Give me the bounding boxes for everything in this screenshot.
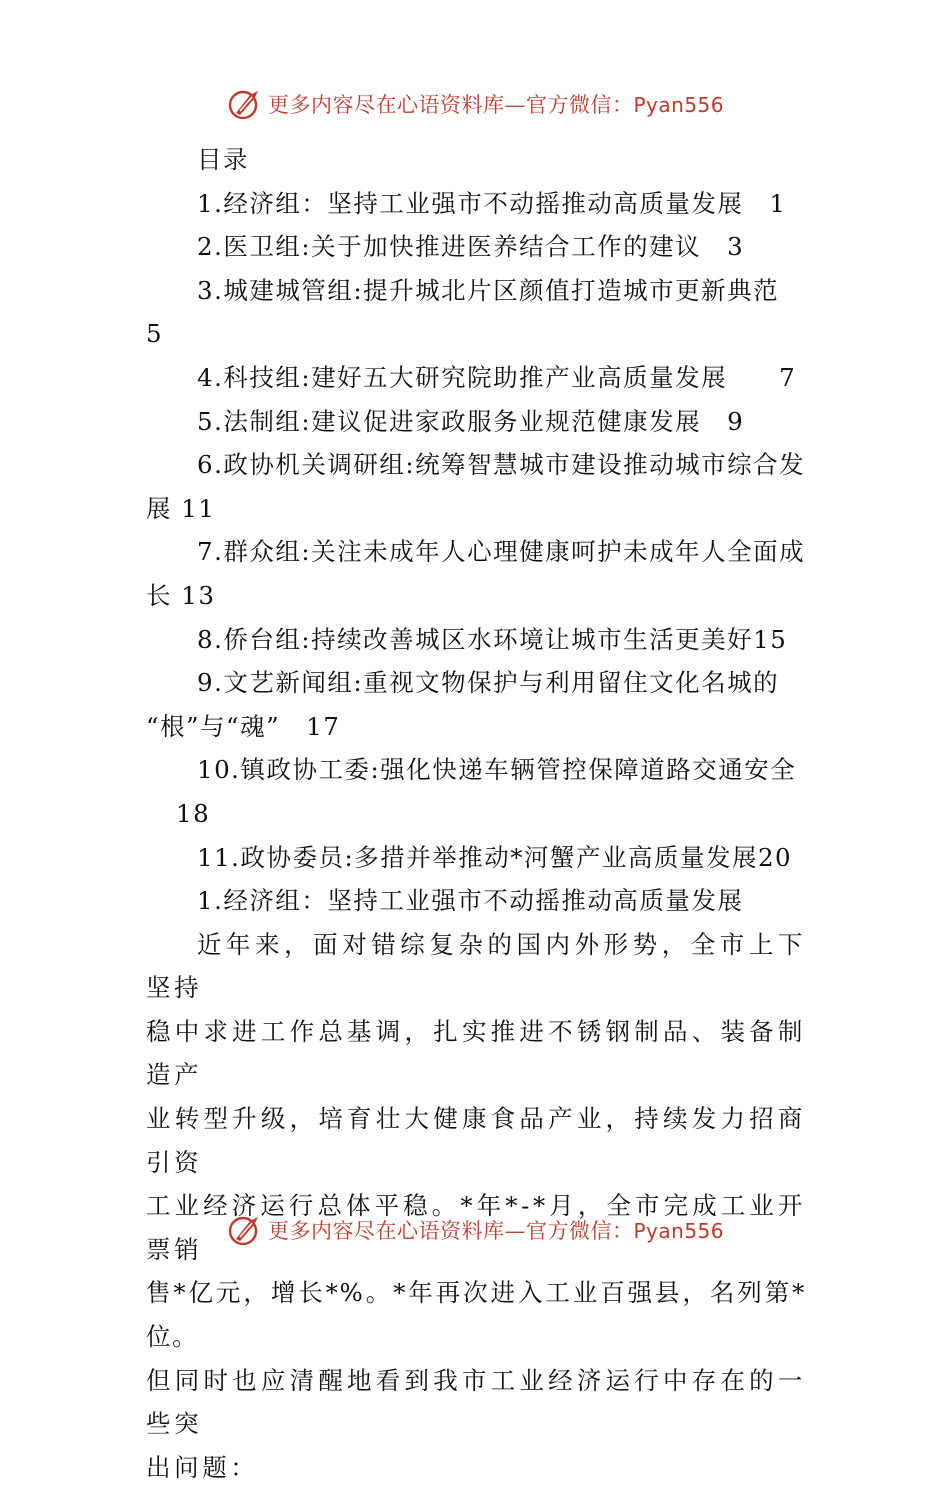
toc-item: 3.城建城管组:提升城北片区颜值打造城市更新典范 5 xyxy=(146,275,806,349)
toc-item: 1.经济组：坚持工业强市不动摇推动高质量发展 1 xyxy=(197,188,787,218)
quill-circle-icon xyxy=(228,1213,262,1247)
toc-item: 5.法制组:建议促进家政服务业规范健康发展 9 xyxy=(197,406,745,436)
paragraph-line: 近年来，面对错综复杂的国内外形势，全市上下坚持 xyxy=(146,929,806,1003)
toc-item: 6.政协机关调研组:统筹智慧城市建设推动城市综合发 xyxy=(197,450,806,480)
document-body xyxy=(146,138,806,1489)
toc-item-continuation: 18 xyxy=(176,798,211,828)
paragraph-line: 业转型升级，培育壮大健康食品产业，持续发力招商引资 xyxy=(146,1104,806,1177)
watermark-text: 更多内容尽在心语资料库—官方微信：Pyan556 xyxy=(268,93,725,117)
paragraph-line: 工业经济运行总体平稳。*年*-*月，全市完成工业开票销 xyxy=(146,1191,806,1264)
paragraph-line: 稳中求进工作总基调，扎实推进不锈钢制品、装备制造产 xyxy=(146,1016,806,1090)
watermark-header xyxy=(228,84,724,124)
quill-circle-icon xyxy=(228,87,262,121)
toc-item: 9.文艺新闻组:重视文物保护与利用留住文化名城的 xyxy=(197,668,780,698)
toc-item: 2.医卫组:关于加快推进医养结合工作的建议 3 xyxy=(197,232,745,262)
toc-item-continuation: “根”与“魂” 17 xyxy=(146,711,341,741)
paragraph-line: 但同时也应清醒地看到我市工业经济运行中存在的一些突 xyxy=(146,1365,806,1439)
toc-title: 目录 xyxy=(197,145,249,174)
toc-item: 8.侨台组:持续改善城区水环境让城市生活更美好15 xyxy=(197,624,788,654)
toc-item: 11.政协委员:多措并举推动*河蟹产业高质量发展20 xyxy=(197,842,793,872)
paragraph-line: 售*亿元，增长*%。*年再次进入工业百强县，名列第*位。 xyxy=(146,1278,806,1352)
toc-item: 7.群众组:关注未成年人心理健康呵护未成年人全面成 xyxy=(197,537,806,567)
table-of-contents xyxy=(146,138,806,879)
toc-item-continuation: 长 13 xyxy=(146,580,216,610)
toc-item: 10.镇政协工委:强化快递车辆管控保障道路交通安全 xyxy=(197,755,797,785)
paragraph-line: 出问题： xyxy=(146,1452,259,1482)
toc-item: 4.科技组:建好五大研究院助推产业高质量发展 7 xyxy=(197,362,797,392)
watermark-text: 更多内容尽在心语资料库—官方微信：Pyan556 xyxy=(268,1219,725,1243)
toc-item-continuation: 展 11 xyxy=(146,493,216,523)
section-heading: 1.经济组：坚持工业强市不动摇推动高质量发展 xyxy=(197,886,744,916)
section-paragraph xyxy=(146,923,806,1489)
watermark-footer xyxy=(228,1210,724,1250)
